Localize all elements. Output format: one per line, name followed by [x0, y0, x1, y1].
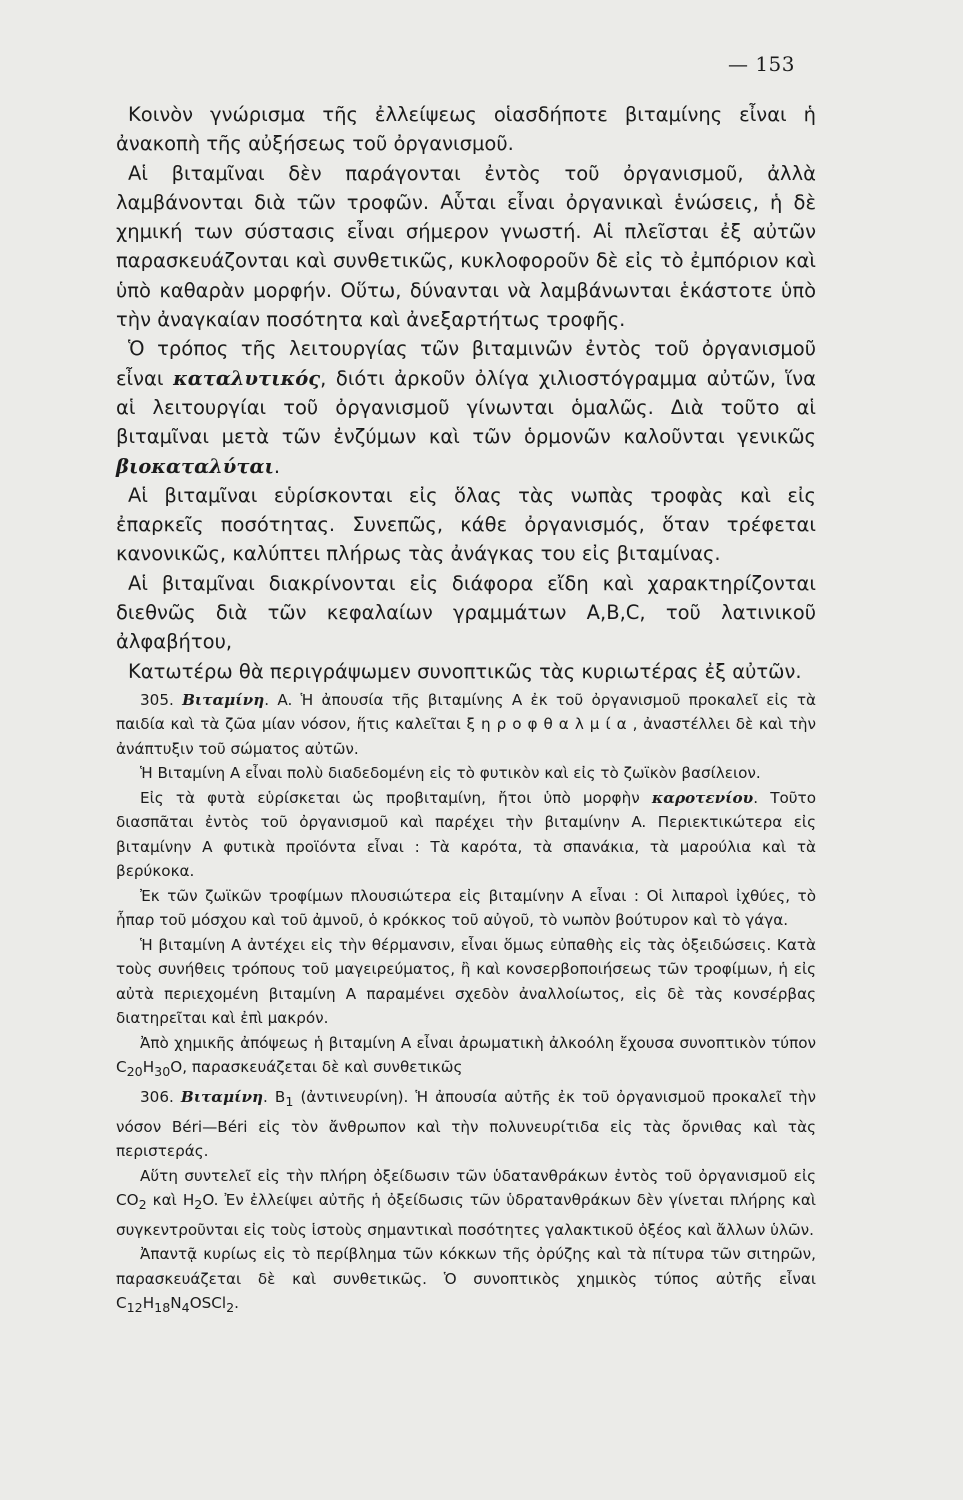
paragraph — [116, 334, 816, 480]
paragraph-text: . A. Ἡ ἀπουσία τῆς βιταμίνης A ἐκ τοῦ ὀργανισμοῦ προκαλεῖ εἰς τὰ παιδία καὶ τὰ ζῶα μίαν νόσον, ἥτις καλεῖται — [116, 690, 816, 734]
subscript: 30 — [154, 1064, 171, 1080]
paragraph-text: (ἀντινευρίνη). Ἡ ἀπουσία αὐτῆς ἐκ τοῦ ὀργανισμοῦ προκαλεῖ τὴν νόσον Béri—Béri εἰς τὸν ἄνθρωπον καὶ τὴν πολυνευρίτιδα εἰς τὰς ὄρνιθας καὶ τὰς περιστεράς. — [116, 1087, 816, 1160]
paragraph-text: . — [234, 1294, 239, 1313]
emphasis: βιοκαταλύται — [116, 454, 274, 478]
section-heading: Βιταμίνη — [180, 1087, 264, 1106]
paragraph-text: Ἡ Βιταμίνη A εἶναι πολὺ διαδεδομένη εἰς τὸ φυτικὸν καὶ εἰς τὸ ζωϊκὸν βασίλειον. — [140, 764, 761, 783]
paragraph-text: Ὁ τρόπος τῆς λειτουργίας τῶν βιταμινῶν ἐντὸς τοῦ ὀργανισμοῦ εἶναι — [116, 337, 816, 390]
paragraph-text: N — [170, 1294, 182, 1313]
page-number: — 153 — [727, 52, 795, 76]
subscript: 2 — [138, 1197, 147, 1213]
subscript: 2 — [226, 1300, 235, 1316]
section-number: 305. — [140, 690, 183, 709]
paragraph-text: Εἰς τὰ φυτὰ εὑρίσκεται ὡς προβιταμίνη, ἤτοι ὑπὸ μορφὴν — [140, 788, 652, 807]
paragraph-text: Ἀπαντᾷ κυρίως εἰς τὸ περίβλημα τῶν κόκκων τῆς ὀρύζης καὶ τὰ πίτυρα τῶν σιτηρῶν, παρασκευάζεται δὲ καὶ συνθετικῶς. Ὁ συνοπτικὸς χημικὸς τύπος αὐτῆς εἶναι C — [116, 1245, 816, 1313]
spaced-term: ξηροφθαλμία — [466, 715, 633, 734]
paragraph — [116, 884, 816, 933]
paragraph-text: Ἀπὸ χημικῆς ἀπόψεως ἡ βιταμίνη A εἶναι ἀρωματικὴ ἀλκοόλη ἔχουσα συνοπτικὸν τύπον C — [116, 1033, 816, 1077]
paragraph-text: Ἡ βιταμίνη A ἀντέχει εἰς τὴν θέρμανσιν, εἶναι ὅμως εὐπαθὴς εἰς τὰς ὀξειδώσεις. Κατὰ τοὺς συνήθεις τρόπους τοῦ μαγειρεύματος, ἢ καὶ κονσερβοποιήσεως τῶν τροφίμων, ἡ εἰς αὐτὰ περιεχομένη βιταμίνη A παραμένει σχεδὸν ἀναλλοίωτος, εἰς δὲ τὰς κονσέρβας διατηρεῖται καὶ ἐπὶ μακρόν. — [116, 935, 816, 1028]
paragraph-text: Ἐκ τῶν ζωϊκῶν τροφίμων πλουσιώτερα εἰς βιταμίνην A εἶναι : Οἱ λιπαροὶ ἰχθύες, τὸ ἧπαρ τοῦ μόσχου καὶ τοῦ ἀμνοῦ, ὁ κρόκκος τοῦ αὐγοῦ, τὸ νωπὸν βούτυρον καὶ τὸ γάγα. — [116, 886, 816, 930]
paragraph-text: καὶ H — [146, 1191, 195, 1209]
subscript: 4 — [181, 1300, 190, 1316]
paragraph — [116, 100, 816, 159]
paragraph-text: Αἱ βιταμῖναι διακρίνονται εἰς διάφορα εἴδη καὶ χαρακτηρίζονται διεθνῶς διὰ τῶν κεφαλαίων γραμμάτων A,B,C, τοῦ λατινικοῦ ἀλφαβήτου, — [116, 571, 816, 654]
paragraph — [116, 933, 816, 1031]
paragraph-text: O. Ἐν ἐλλείψει αὐτῆς ἡ ὀξείδωσις τῶν ὑδρατανθράκων δὲν γίνεται πλήρης καὶ συγκεντροῦνται εἰς τοὺς ἱστοὺς σημαντικαὶ ποσότητες γαλακτικοῦ ὀξέος καὶ ἄλλων ὑλῶν. — [116, 1191, 816, 1239]
paragraph — [116, 481, 816, 569]
paragraph-text: OSCl — [189, 1294, 227, 1313]
subscript: 20 — [126, 1064, 143, 1080]
paragraph-text: H — [142, 1294, 155, 1313]
paragraph — [116, 1164, 816, 1243]
paragraph — [116, 1031, 816, 1085]
paragraph-text: Κοινὸν γνώρισμα τῆς ἐλλείψεως οἱασδήποτε βιταμίνης εἶναι ἡ ἀνακοπὴ τῆς αὐξήσεως τοῦ ὀργανισμοῦ. — [116, 103, 816, 156]
page-text — [116, 100, 816, 1321]
section-heading: Βιταμίνη — [182, 690, 265, 709]
paragraph — [116, 1085, 816, 1164]
paragraph — [116, 761, 816, 786]
vitamin-section — [116, 688, 816, 1321]
paragraph — [116, 657, 816, 686]
paragraph-text: , διότι ἀρκοῦν ὀλίγα χιλιοστόγραμμα αὐτῶν, ἵνα αἱ λειτουργίαι τοῦ ὀργανισμοῦ γίνωνται ὁμαλῶς. Διὰ τοῦτο αἱ βιταμῖναι μετὰ τῶν ἐνζύμων καὶ τῶν ὁρμονῶν καλοῦνται γενικῶς — [116, 366, 816, 449]
paragraph-text: Κατωτέρω θὰ περιγράψωμεν συνοπτικῶς τὰς κυριωτέρας ἐξ αὐτῶν. — [128, 659, 802, 683]
paragraph — [116, 786, 816, 884]
paragraph-text: Αὕτη συντελεῖ εἰς τὴν πλήρη ὀξείδωσιν τῶν ὑδατανθράκων ἐντὸς τοῦ ὀργανισμοῦ εἰς CO — [116, 1166, 816, 1209]
paragraph-text: Αἱ βιταμῖναι δὲν παράγονται ἐντὸς τοῦ ὀργανισμοῦ, ἀλλὰ λαμβάνονται διὰ τῶν τροφῶν. Αὗται εἶναι ὀργανικαὶ ἑνώσεις, ἡ δὲ χημική των σύστασις εἶναι σήμερον γνωστή. Αἱ πλεῖσται ἐξ αὐτῶν παρασκευάζονται καὶ συνθετικῶς, κυκλοφοροῦν δὲ εἰς τὸ ἐμπόριον καὶ ὑπὸ καθαρὰν μορφήν. Οὕτω, δύνανται νὰ λαμβάνωνται ἑκάστοτε ὑπὸ τὴν ἀναγκαίαν ποσότητα καὶ ἀνεξαρτήτως τροφῆς. — [116, 161, 816, 332]
subscript: 12 — [126, 1300, 143, 1316]
paragraph-text: . B — [263, 1087, 286, 1106]
paragraph-text: , ἀναστέλλει δὲ καὶ τὴν ἀνάπτυξιν τοῦ σώματος αὐτῶν. — [116, 715, 816, 758]
paragraph-text: Αἱ βιταμῖναι εὑρίσκονται εἰς ὅλας τὰς νωπὰς τροφὰς καὶ εἰς ἐπαρκεῖς ποσότητας. Συνεπῶς, κάθε ὀργανισμός, ὅταν τρέφεται κανονικῶς, καλύπτει πλήρως τὰς ἀνάγκας του εἰς βιταμίνας. — [116, 483, 816, 566]
paragraph — [116, 1242, 816, 1321]
paragraph-text: O, παρασκευάζεται δὲ καὶ συνθετικῶς — [170, 1058, 463, 1077]
paragraph — [116, 159, 816, 335]
section-number: 306. — [140, 1087, 181, 1106]
paragraph-text: . Τοῦτο διασπᾶται ἐντὸς τοῦ ὀργανισμοῦ καὶ παρέχει τὴν βιταμίνην A. Περιεκτικώτερα εἰς βιταμίνην A φυτικὰ προϊόντα εἶναι : Τὰ καρότα, τὰ σπανάκια, τὰ μαρούλια καὶ τὰ βερύκοκα. — [116, 788, 816, 881]
paragraph-text: . — [273, 454, 281, 478]
paragraph — [116, 688, 816, 762]
emphasis: καταλυτικός — [173, 366, 321, 390]
paragraph — [116, 569, 816, 657]
subscript: 2 — [194, 1197, 203, 1213]
subscript: 1 — [285, 1094, 294, 1109]
intro-section — [116, 100, 816, 686]
emphasis: καροτενίου — [651, 788, 754, 807]
paragraph-text: H — [142, 1058, 155, 1077]
subscript: 18 — [154, 1300, 171, 1316]
